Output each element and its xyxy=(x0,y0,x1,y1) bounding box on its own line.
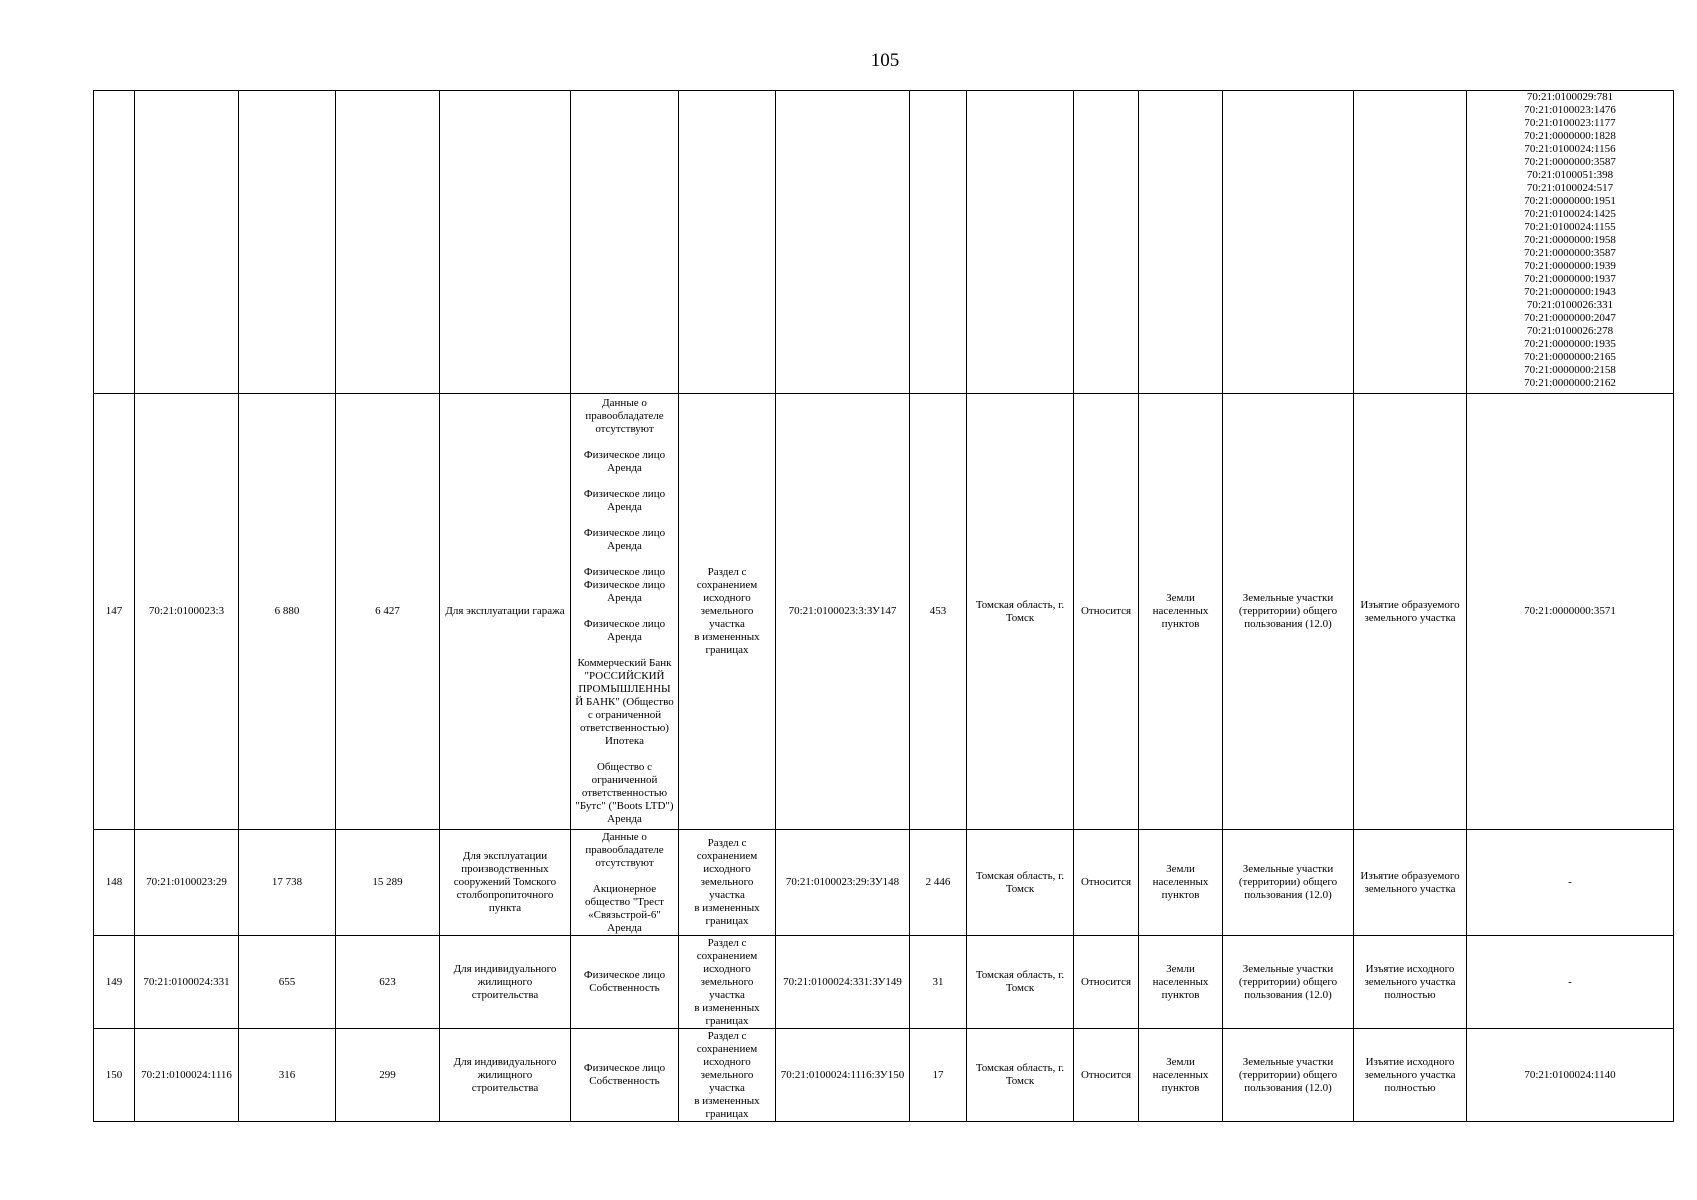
cell-permitted-use: Земельные участки (территории) общего пользования (12.0) xyxy=(1223,936,1354,1029)
adjacent-parcel: 70:21:0100023:1476 xyxy=(1524,104,1616,116)
cell-land-category: Земли населенных пунктов xyxy=(1139,1029,1223,1122)
cell-empty xyxy=(440,91,571,394)
cell-new-area: 31 xyxy=(910,936,967,1029)
cell-new-parcel: 70:21:0100023:29:ЗУ148 xyxy=(776,830,910,936)
cell-relation: Относится xyxy=(1074,936,1139,1029)
cell-formation-method: Раздел с сохранением исходного земельного участка в измененных границах xyxy=(679,936,776,1029)
adjacent-parcel: 70:21:0100023:1177 xyxy=(1524,117,1616,129)
cell-permitted-use: Земельные участки (территории) общего пользования (12.0) xyxy=(1223,830,1354,936)
cell-empty xyxy=(135,91,239,394)
cell-use: Для индивидуального жилищного строительства xyxy=(440,1029,571,1122)
cell-formation-method: Раздел с сохранением исходного земельного участка в измененных границах xyxy=(679,394,776,830)
cell-address: Томская область, г. Томск xyxy=(967,830,1074,936)
cell-empty xyxy=(571,91,679,394)
cell-area-total: 17 738 xyxy=(239,830,336,936)
cell-empty xyxy=(94,91,135,394)
cell-new-parcel: 70:21:0100024:331:ЗУ149 xyxy=(776,936,910,1029)
cell-empty xyxy=(967,91,1074,394)
adjacent-parcel: 70:21:0000000:3587 xyxy=(1524,156,1616,168)
adjacent-parcel: 70:21:0100026:331 xyxy=(1526,299,1614,311)
adjacent-parcel: 70:21:0100024:1155 xyxy=(1524,221,1616,233)
cell-row-number: 147 xyxy=(94,394,135,830)
cell-area-part: 299 xyxy=(336,1029,440,1122)
adjacent-parcel: 70:21:0000000:1937 xyxy=(1524,273,1616,285)
cell-land-category: Земли населенных пунктов xyxy=(1139,394,1223,830)
cell-permitted-use: Земельные участки (территории) общего пользования (12.0) xyxy=(1223,1029,1354,1122)
adjacent-parcel: 70:21:0100024:517 xyxy=(1526,182,1614,194)
cell-relation: Относится xyxy=(1074,830,1139,936)
cell-empty xyxy=(1139,91,1223,394)
cell-action: Изъятие исходного земельного участка полностью xyxy=(1354,1029,1467,1122)
adjacent-parcel: 70:21:0100024:1156 xyxy=(1524,143,1616,155)
cell-new-parcel: 70:21:0100024:1116:ЗУ150 xyxy=(776,1029,910,1122)
cell-area-total: 316 xyxy=(239,1029,336,1122)
cell-rights: Физическое лицо Собственность xyxy=(571,936,679,1029)
cell-row-number: 148 xyxy=(94,830,135,936)
adjacent-parcel: 70:21:0100029:781 xyxy=(1526,91,1614,103)
adjacent-parcel: 70:21:0100026:278 xyxy=(1526,325,1614,337)
table-row xyxy=(94,936,1674,1029)
cell-new-area: 2 446 xyxy=(910,830,967,936)
adjacent-parcel: 70:21:0000000:1935 xyxy=(1524,338,1616,350)
adjacent-parcel: 70:21:0100051:398 xyxy=(1526,169,1614,181)
cell-formation-method: Раздел с сохранением исходного земельного участка в измененных границах xyxy=(679,1029,776,1122)
cell-rights: Данные о правообладателе отсутствуют Акционерное общество "Трест «Связьстрой-6" Аренда xyxy=(571,830,679,936)
cell-new-area: 17 xyxy=(910,1029,967,1122)
cell-rights: Данные о правообладателе отсутствуют Физическое лицо Аренда Физическое лицо Аренда Физическое лицо Аренда Физическое лицо Физическое лицо Аренда Физическое лицо Аренда Коммерческий Банк "РОССИЙСКИЙ ПРОМЫШЛЕННЫ Й БАНК" (Общество с ограниченной ответственностью) Ипотека Общество с ограниченной ответственностью "Бутс" ("Boots LTD") Аренда xyxy=(571,394,679,830)
land-registry-table xyxy=(93,90,1674,1122)
cell-cadastral-number: 70:21:0100024:1116 xyxy=(135,1029,239,1122)
adjacent-parcel: 70:21:0100024:1425 xyxy=(1524,208,1616,220)
cell-action: Изъятие образуемого земельного участка xyxy=(1354,394,1467,830)
cell-use: Для индивидуального жилищного строительства xyxy=(440,936,571,1029)
cell-land-category: Земли населенных пунктов xyxy=(1139,830,1223,936)
adjacent-parcel: 70:21:0000000:1951 xyxy=(1524,195,1616,207)
cell-row-number: 149 xyxy=(94,936,135,1029)
cell-area-total: 655 xyxy=(239,936,336,1029)
cell-action: Изъятие исходного земельного участка полностью xyxy=(1354,936,1467,1029)
cell-empty xyxy=(776,91,910,394)
page-number: 105 xyxy=(870,50,900,71)
adjacent-parcel: 70:21:0000000:2162 xyxy=(1524,377,1616,389)
cell-adjacent-parcels-list xyxy=(1467,91,1674,394)
cell-address: Томская область, г. Томск xyxy=(967,394,1074,830)
table-row xyxy=(94,1029,1674,1122)
cell-empty xyxy=(910,91,967,394)
cell-empty xyxy=(1223,91,1354,394)
cell-action: Изъятие образуемого земельного участка xyxy=(1354,830,1467,936)
adjacent-parcel: 70:21:0000000:2158 xyxy=(1524,364,1616,376)
cell-cadastral-number: 70:21:0100023:3 xyxy=(135,394,239,830)
cell-adjacent: 70:21:0000000:3571 xyxy=(1467,394,1674,830)
cell-area-part: 623 xyxy=(336,936,440,1029)
cell-adjacent: - xyxy=(1467,830,1674,936)
cell-formation-method: Раздел с сохранением исходного земельного участка в измененных границах xyxy=(679,830,776,936)
cell-area-total: 6 880 xyxy=(239,394,336,830)
cell-use: Для эксплуатации гаража xyxy=(440,394,571,830)
cell-new-parcel: 70:21:0100023:3:ЗУ147 xyxy=(776,394,910,830)
cell-adjacent: - xyxy=(1467,936,1674,1029)
adjacent-parcel: 70:21:0000000:1939 xyxy=(1524,260,1616,272)
adjacent-parcel: 70:21:0000000:1958 xyxy=(1524,234,1616,246)
cell-address: Томская область, г. Томск xyxy=(967,1029,1074,1122)
table-row xyxy=(94,830,1674,936)
cell-row-number: 150 xyxy=(94,1029,135,1122)
table-row xyxy=(94,394,1674,830)
cell-adjacent: 70:21:0100024:1140 xyxy=(1467,1029,1674,1122)
cell-empty xyxy=(336,91,440,394)
cell-empty xyxy=(239,91,336,394)
adjacent-parcel: 70:21:0000000:3587 xyxy=(1524,247,1616,259)
cell-use: Для эксплуатации производственных сооружений Томского столбопропиточного пункта xyxy=(440,830,571,936)
adjacent-parcel: 70:21:0000000:2047 xyxy=(1524,312,1616,324)
cell-empty xyxy=(1354,91,1467,394)
adjacent-parcel: 70:21:0000000:1828 xyxy=(1524,130,1616,142)
cell-area-part: 6 427 xyxy=(336,394,440,830)
cell-relation: Относится xyxy=(1074,1029,1139,1122)
cell-land-category: Земли населенных пунктов xyxy=(1139,936,1223,1029)
cell-address: Томская область, г. Томск xyxy=(967,936,1074,1029)
cell-relation: Относится xyxy=(1074,394,1139,830)
cell-cadastral-number: 70:21:0100023:29 xyxy=(135,830,239,936)
cell-rights: Физическое лицо Собственность xyxy=(571,1029,679,1122)
cell-empty xyxy=(1074,91,1139,394)
cell-new-area: 453 xyxy=(910,394,967,830)
table-row-continuation xyxy=(94,91,1674,394)
cell-area-part: 15 289 xyxy=(336,830,440,936)
cell-empty xyxy=(679,91,776,394)
cell-permitted-use: Земельные участки (территории) общего пользования (12.0) xyxy=(1223,394,1354,830)
cell-cadastral-number: 70:21:0100024:331 xyxy=(135,936,239,1029)
adjacent-parcel: 70:21:0000000:1943 xyxy=(1524,286,1616,298)
adjacent-parcel: 70:21:0000000:2165 xyxy=(1524,351,1616,363)
